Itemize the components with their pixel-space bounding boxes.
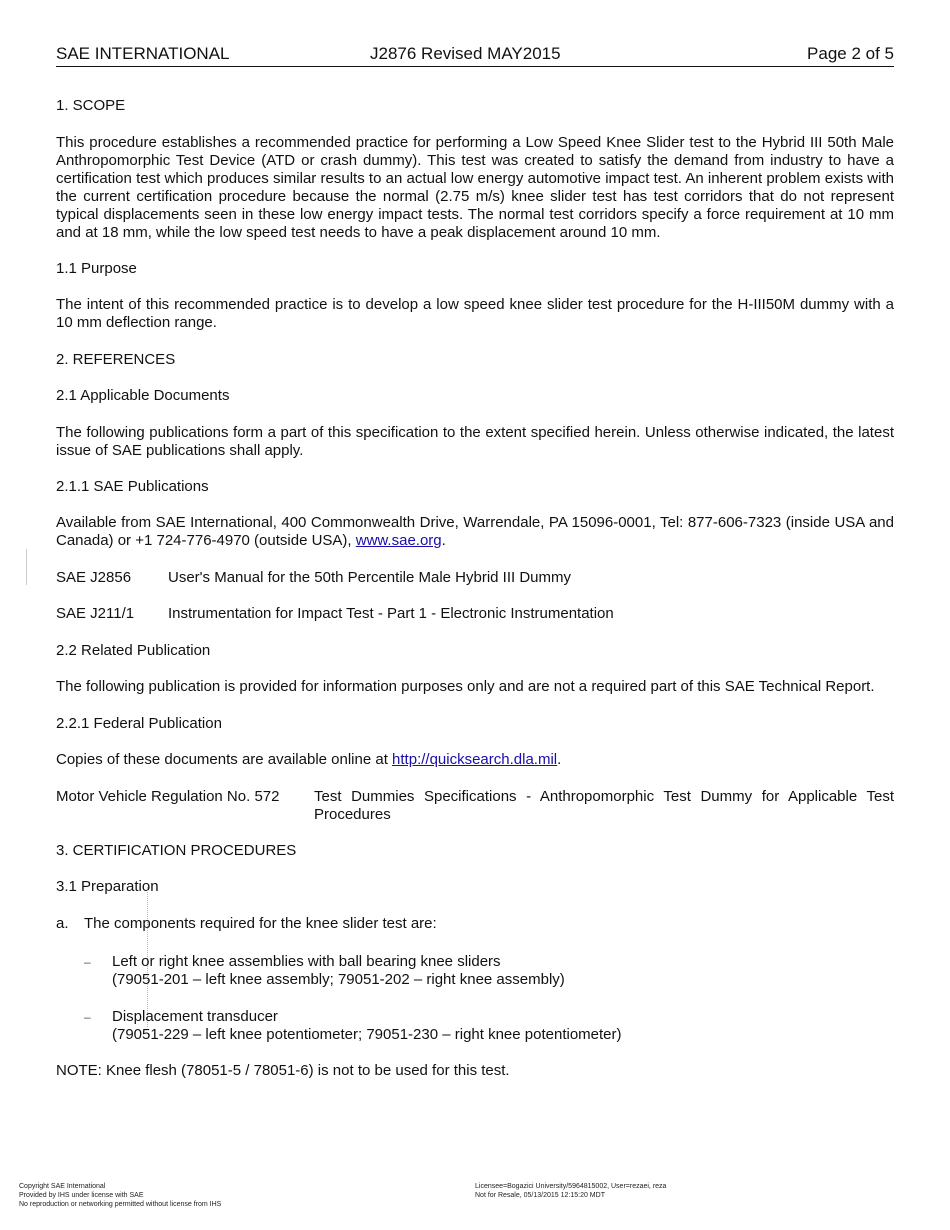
- section-heading-federal-publication: 2.2.1 Federal Publication: [56, 715, 222, 732]
- sae-address-text: Available from SAE International, 400 Commonwealth Drive, Warrendale, PA 15096-0001, Tel: 877-606-7323 (inside USA and Canada) or +1 724-776-4970 (outside USA),: [56, 514, 894, 549]
- bullet-text: [112, 953, 565, 989]
- sae-website-link[interactable]: www.sae.org: [355, 532, 442, 549]
- regulation-title: Test Dummies Specifications - Anthropomorphic Test Dummy for Applicable Test Procedures: [314, 788, 894, 823]
- section-heading-scope: 1. SCOPE: [56, 97, 126, 114]
- section-heading-applicable-documents: 2.1 Applicable Documents: [56, 387, 230, 404]
- section-heading-related-publication: 2.2 Related Publication: [56, 642, 211, 659]
- bullet-line: Displacement transducer: [112, 1008, 278, 1025]
- margin-mark: [26, 549, 27, 585]
- bullet-line: (79051-229 – left knee potentiometer; 79051-230 – right knee potentiometer): [112, 1026, 622, 1043]
- reference-code: SAE J2856: [56, 569, 132, 586]
- header-org: SAE INTERNATIONAL: [56, 44, 230, 63]
- sae-publications-paragraph: [56, 514, 894, 550]
- section-heading-preparation: 3.1 Preparation: [56, 878, 159, 895]
- bullet-text: [112, 1008, 622, 1044]
- regulation-code: Motor Vehicle Regulation No. 572: [56, 788, 280, 805]
- bullet-line: Left or right knee assemblies with ball bearing knee sliders: [112, 953, 501, 970]
- bullet-line: (79051-201 – left knee assembly; 79051-202 – right knee assembly): [112, 971, 565, 988]
- quicksearch-link[interactable]: http://quicksearch.dla.mil: [392, 751, 558, 768]
- header-page-number: Page 2 of 5: [807, 44, 894, 63]
- note: NOTE: Knee flesh (78051-5 / 78051-6) is not to be used for this test.: [56, 1062, 510, 1079]
- section-heading-purpose: 1.1 Purpose: [56, 260, 137, 277]
- reference-title: User's Manual for the 50th Percentile Male Hybrid III Dummy: [168, 569, 572, 586]
- reference-title: Instrumentation for Impact Test - Part 1 - Electronic Instrumentation: [168, 605, 614, 622]
- footer-line: Licensee=Bogazici University/5964815002, User=rezaei, reza: [475, 1183, 667, 1190]
- list-label: a.: [56, 915, 69, 932]
- related-publication-paragraph: The following publication is provided for information purposes only and are not a required part of this SAE Technical Report.: [56, 678, 875, 695]
- footer-line: Copyright SAE International: [19, 1183, 106, 1190]
- dash-bullet-icon: –: [84, 955, 91, 969]
- footer-line: Provided by IHS under license with SAE: [19, 1192, 144, 1199]
- dash-bullet-icon: –: [84, 1010, 91, 1024]
- section-heading-sae-publications: 2.1.1 SAE Publications: [56, 478, 209, 495]
- list-text: The components required for the knee slider test are:: [84, 915, 437, 932]
- footer-line: Not for Resale, 05/13/2015 12:15:20 MDT: [475, 1192, 605, 1199]
- period: .: [441, 532, 446, 549]
- footer-line: No reproduction or networking permitted without license from IHS: [19, 1201, 222, 1208]
- header-doc-id: J2876 Revised MAY2015: [370, 44, 561, 63]
- page-header: [56, 44, 894, 67]
- federal-intro-text: Copies of these documents are available online at: [56, 751, 393, 768]
- section-heading-certification-procedures: 3. CERTIFICATION PROCEDURES: [56, 842, 297, 859]
- reference-code: SAE J211/1: [56, 605, 135, 622]
- scope-paragraph: This procedure establishes a recommended practice for performing a Low Speed Knee Slider test to the Hybrid III 50th Male Anthropomorphic Test Device (ATD or crash dummy). This test was created to satisfy the demand from industry to have a certification test which produces similar results to an actual low energy automotive impact test. An inherent problem exists with the current certification procedure because the normal (2.75 m/s) knee slider test has test corridors that do not represent typical displacements seen in these low energy impact tests. The normal test corridors specify a force requirement at 10 mm and at 18 mm, while the low speed test needs to have a peak displacement around 10 mm.: [56, 134, 894, 241]
- footer-license: [475, 1182, 666, 1200]
- footer-copyright: [19, 1182, 221, 1209]
- bullet-item: [56, 1008, 894, 1044]
- regulation-row: [56, 788, 894, 828]
- bullet-item: [56, 953, 894, 989]
- federal-publication-paragraph: [56, 751, 894, 769]
- purpose-paragraph: The intent of this recommended practice is to develop a low speed knee slider test procedure for the H-III50M dummy with a 10 mm deflection range.: [56, 296, 894, 331]
- period: .: [557, 751, 562, 768]
- applicable-documents-paragraph: The following publications form a part of this specification to the extent specified herein. Unless otherwise indicated, the latest issue of SAE publications shall apply.: [56, 424, 894, 459]
- section-heading-references: 2. REFERENCES: [56, 351, 176, 368]
